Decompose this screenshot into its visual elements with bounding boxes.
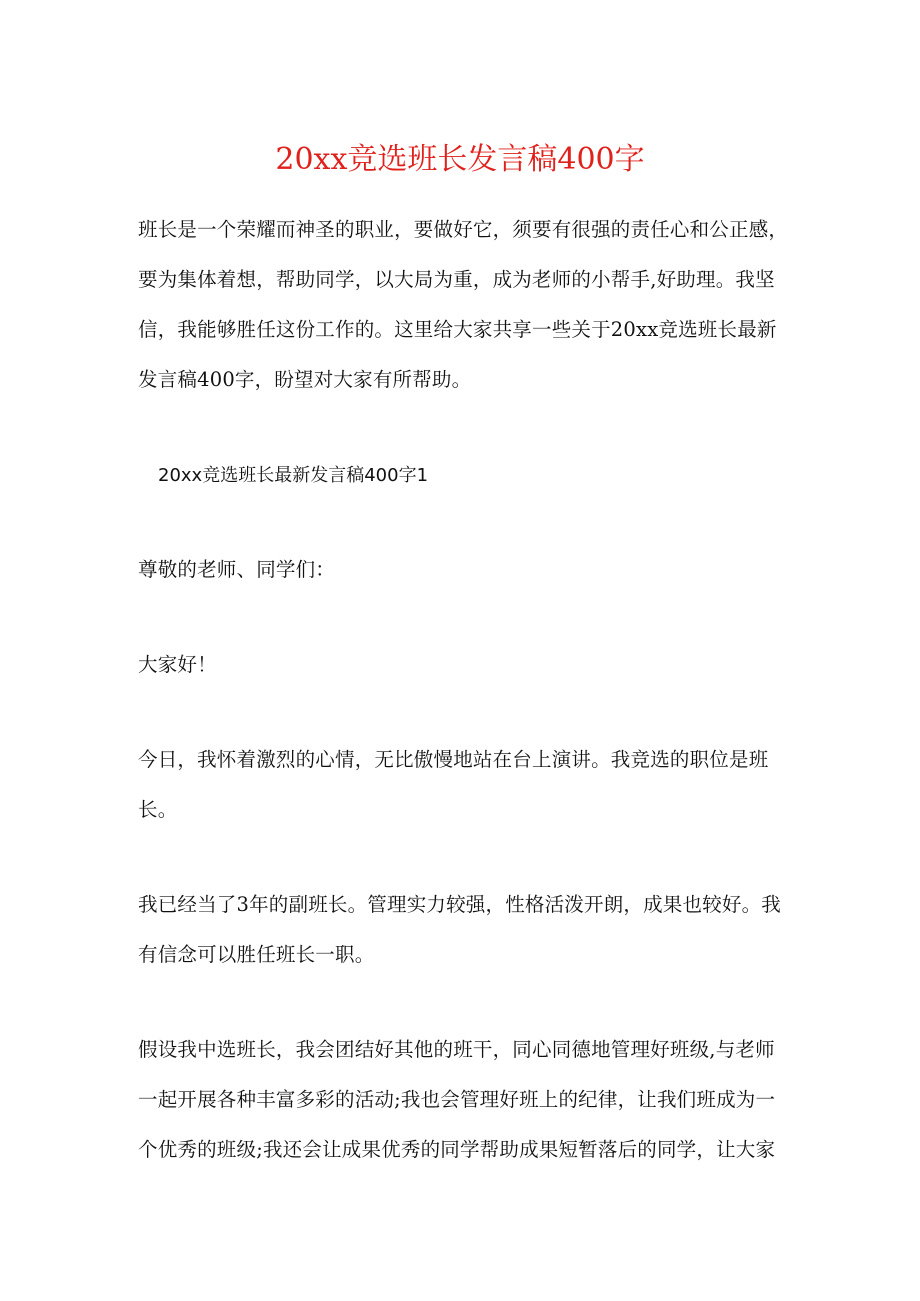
paragraph-line: 假设我中选班长，我会团结好其他的班干，同心同德地管理好班级,与老师: [138, 1038, 775, 1061]
salutation-line: 尊敬的老师、同学们：: [138, 558, 336, 581]
paragraph-2: [138, 880, 788, 980]
intro-line: 班长是一个荣耀而神圣的职业，要做好它，须要有很强的责任心和公正感，: [138, 218, 789, 241]
greeting-line: 大家好！: [138, 653, 217, 676]
paragraph-line: 长。: [138, 798, 178, 821]
paragraph-line: 个优秀的班级;我还会让成果优秀的同学帮助成果短暂落后的同学，让大家: [138, 1138, 776, 1161]
intro-paragraph: [138, 205, 788, 405]
document-title: 20xx竞选班长发言稿400字: [275, 142, 645, 177]
intro-line: 发言稿400字，盼望对大家有所帮助。: [138, 368, 472, 391]
paragraph-line: 今日，我怀着激烈的心情，无比傲慢地站在台上演讲。我竞选的职位是班: [138, 748, 769, 771]
paragraph-line: 我已经当了3年的副班长。管理实力较强，性格活泼开朗，成果也较好。我: [138, 893, 782, 916]
section-heading: 20xx竞选班长最新发言稿400字1: [158, 465, 429, 486]
salutation: [138, 545, 788, 595]
intro-line: 信，我能够胜任这份工作的。这里给大家共享一些关于20xx竞选班长最新: [138, 318, 777, 341]
paragraph-3: [138, 1025, 788, 1175]
paragraph-line: 有信念可以胜任班长一职。: [138, 943, 375, 966]
paragraph-1: [138, 735, 788, 835]
paragraph-line: 一起开展各种丰富多彩的活动;我也会管理好班上的纪律，让我们班成为一: [138, 1088, 776, 1111]
greeting: [138, 640, 788, 690]
intro-line: 要为集体着想，帮助同学，以大局为重，成为老师的小帮手,好助理。我坚: [138, 268, 775, 291]
